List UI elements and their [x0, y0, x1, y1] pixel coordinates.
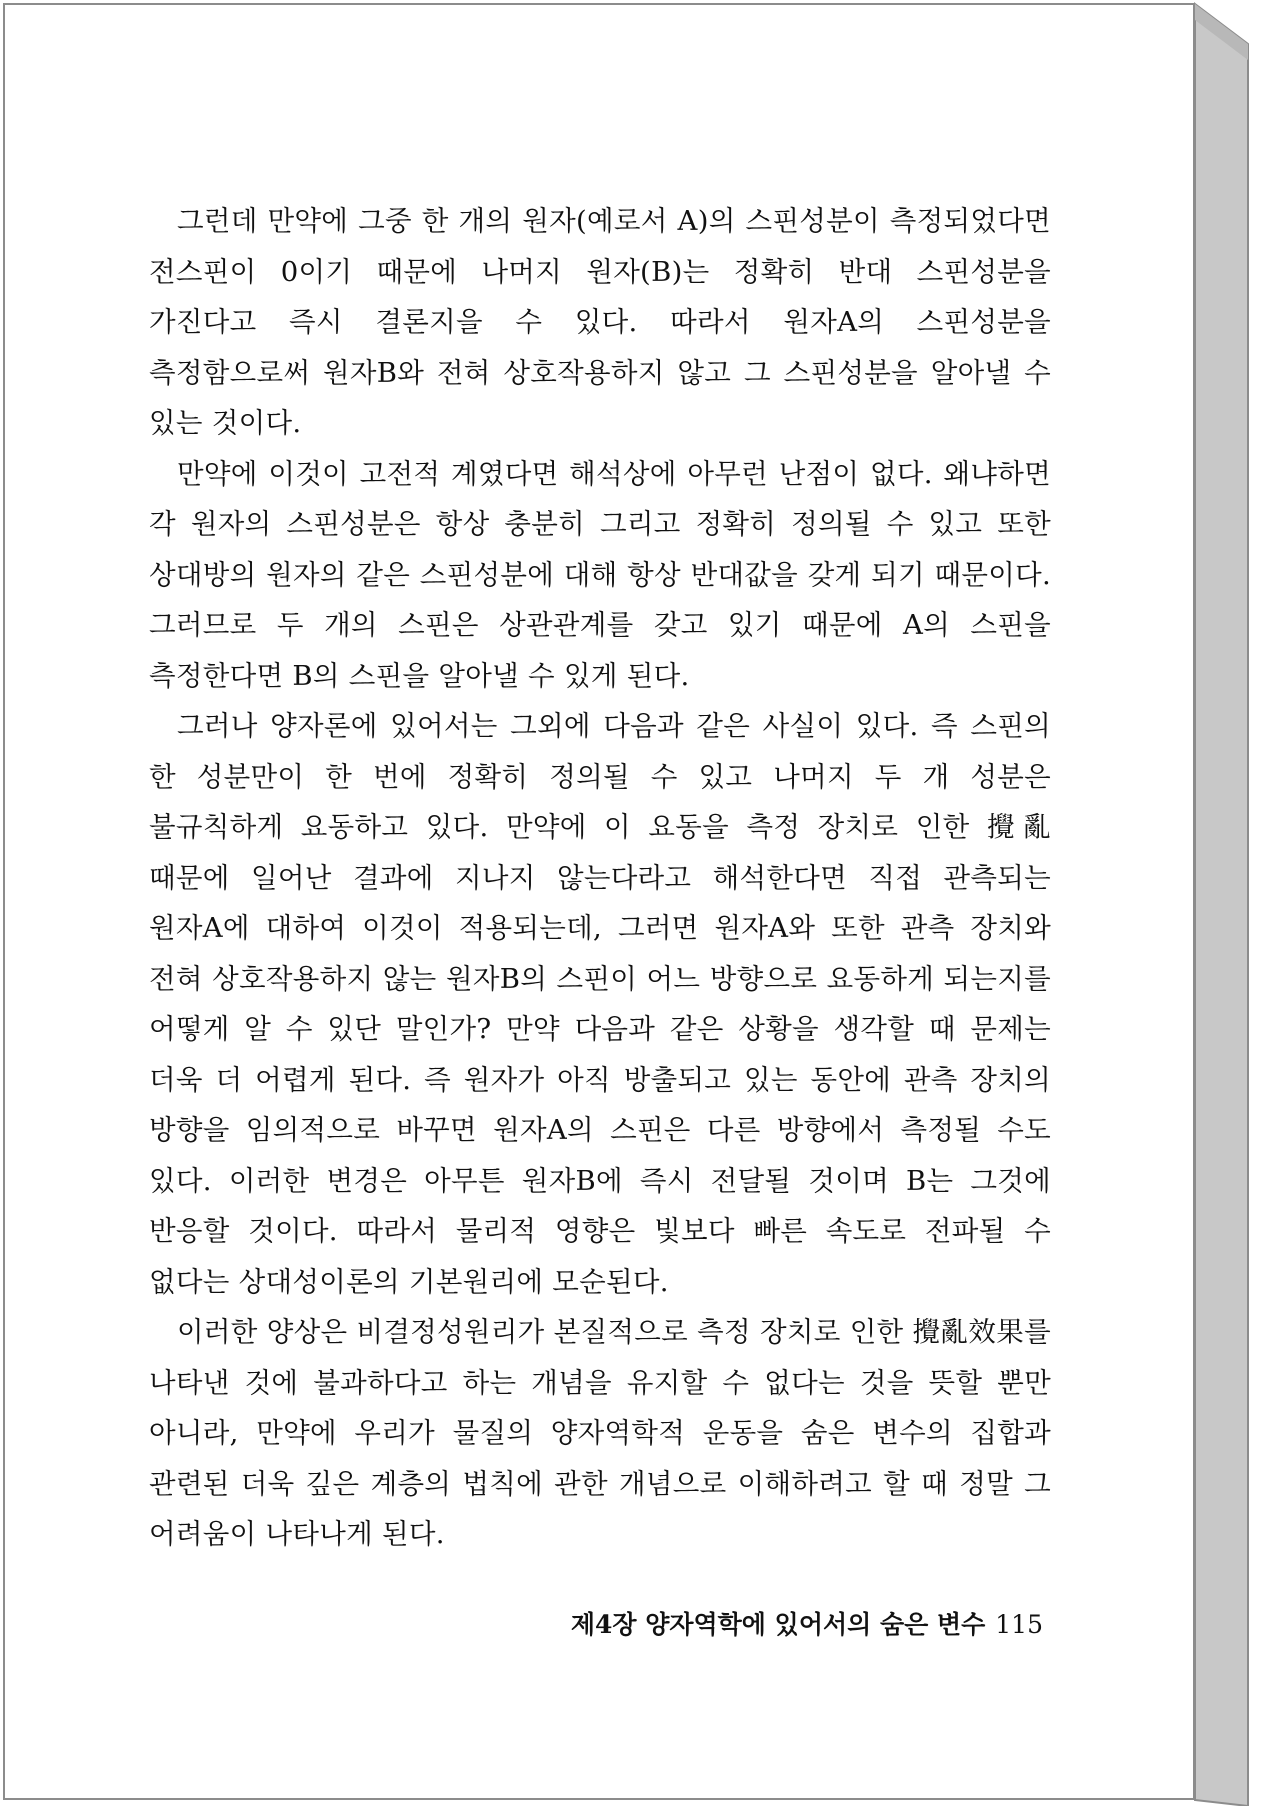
running-footer [500, 1605, 1043, 1641]
page-number: 115 [995, 1610, 1043, 1639]
paragraph-1: 그런데 만약에 그중 한 개의 원자(예로서 A)의 스핀성분이 측정되었다면 전스핀이 0이기 때문에 나머지 원자(B)는 정확히 반대 스핀성분을 가진다고 즉시 결론지을 수 있다. 따라서 원자A의 스핀성분을 측정함으로써 원자B와 전혀 상호작용하지 않고 그 스핀성분을 알아낼 수 있는 것이다. [149, 205, 1051, 439]
body-text [149, 196, 1051, 1560]
paragraph-4: 이러한 양상은 비결정성원리가 본질적으로 측정 장치로 인한 攪亂效果를 나타낸 것에 불과하다고 하는 개념을 유지할 수 없다는 것을 뜻할 뿐만 아니라, 만약에 우리가 물질의 양자역학적 운동을 숨은 변수의 집합과 관련된 더욱 깊은 계층의 법칙에 관한 개념으로 이해하려고 할 때 정말 그 어려움이 나타나게 된다. [149, 1316, 1051, 1550]
paragraph-2: 만약에 이것이 고전적 계였다면 해석상에 아무런 난점이 없다. 왜냐하면 각 원자의 스핀성분은 항상 충분히 그리고 정확히 정의될 수 있고 또한 상대방의 원자의 같은 스핀성분에 대해 항상 반대값을 갖게 되기 때문이다. 그러므로 두 개의 스핀은 상관관계를 갖고 있기 때문에 A의 스핀을 측정한다면 B의 스핀을 알아낼 수 있게 된다. [149, 457, 1051, 692]
chapter-title: 제4장 양자역학에 있어서의 숨은 변수 [570, 1610, 986, 1639]
paragraph-3: 그러나 양자론에 있어서는 그외에 다음과 같은 사실이 있다. 즉 스핀의 한 성분만이 한 번에 정확히 정의될 수 있고 나머지 두 개 성분은 불규칙하게 요동하고 있다. 만약에 이 요동을 측정 장치로 인한 攪亂 때문에 일어난 결과에 지나지 않는다라고 해석한다면 직접 관측되는 원자A에 대하여 이것이 적용되는데, 그러면 원자A와 또한 관측 장치와 전혀 상호작용하지 않는 원자B의 스핀이 어느 방향으로 요동하게 되는지를 어떻게 알 수 있단 말인가? 만약 다음과 같은 상황을 생각할 때 문제는 더욱 더 어렵게 된다. 즉 원자가 아직 방출되고 있는 동안에 관측 장치의 방향을 임의적으로 바꾸면 원자A의 스핀은 다른 방향에서 측정될 수도 있다. 이러한 변경은 아무튼 원자B에 즉시 전달될 것이며 B는 그것에 반응할 것이다. 따라서 물리적 영향은 빛보다 빠른 속도로 전파될 수 없다는 상대성이론의 기본원리에 모순된다. [149, 710, 1051, 1298]
